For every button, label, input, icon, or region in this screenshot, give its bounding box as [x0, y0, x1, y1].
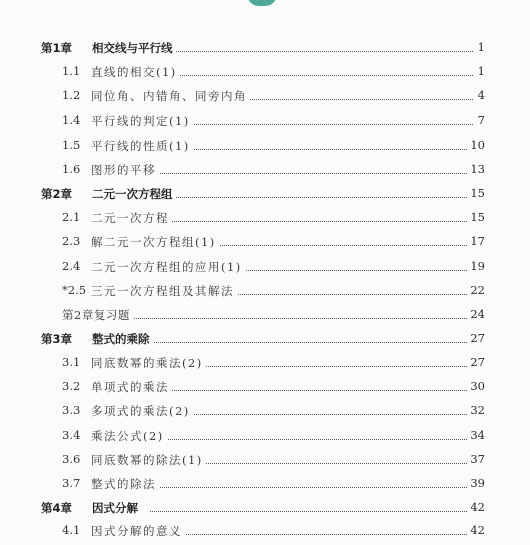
- toc-entry-number: 2.3: [62, 234, 81, 248]
- toc-entry-title: 二元一次方程组: [92, 186, 176, 202]
- toc-chapter-row: [0, 184, 530, 208]
- toc-entry-row: [0, 208, 530, 232]
- toc-entry-number: 2.4: [62, 259, 81, 273]
- toc-entry-row: [0, 521, 530, 545]
- toc-entry-number: 1.2: [62, 88, 81, 102]
- toc-page-number: 7: [475, 113, 485, 127]
- toc-entry-row: [0, 257, 530, 281]
- toc-entry-title: 第2章复习题: [62, 307, 133, 323]
- toc-entry-row: [0, 353, 530, 377]
- dot-leader: [150, 511, 473, 512]
- toc-page-number: 30: [467, 379, 485, 393]
- toc-entry-title: 图形的平移: [91, 162, 159, 178]
- toc-page-number: 17: [467, 234, 485, 248]
- toc-entry-row: [0, 232, 530, 256]
- toc-entry-number: 3.6: [62, 452, 81, 466]
- toc-entry-row: [0, 62, 530, 86]
- toc-chapter-row: [0, 498, 530, 522]
- toc-entry-row: [0, 281, 530, 305]
- toc-entry-title: 解二元一次方程组(1): [91, 234, 219, 250]
- toc-entry-number: 3.7: [62, 476, 81, 490]
- toc-entry-title: 直线的相交(1): [91, 64, 180, 80]
- toc-entry-number: 2.1: [62, 210, 81, 224]
- toc-page-number: 19: [467, 259, 485, 273]
- toc-page-number: 10: [467, 138, 485, 152]
- dot-leader: [150, 51, 473, 52]
- toc-entry-title: 整式的除法: [91, 476, 159, 492]
- toc-entry-title: 平行线的判定(1): [91, 113, 193, 129]
- toc-entry-row: [0, 377, 530, 401]
- toc-entry-number: 1.1: [62, 64, 81, 78]
- toc-entry-row: [0, 474, 530, 498]
- toc-page-number: 4: [475, 88, 485, 102]
- toc-page-number: 37: [467, 452, 485, 466]
- toc-entry-number: 第1章: [41, 41, 73, 55]
- toc-entry-number: 1.5: [62, 138, 81, 152]
- toc-entry-number: 3.3: [62, 403, 81, 417]
- toc-entry-number: 3.1: [62, 355, 81, 369]
- dot-leader: [150, 342, 473, 343]
- toc-page-number: 15: [467, 210, 485, 224]
- toc-entry-number: 第2章: [41, 187, 73, 201]
- toc-page-number: 34: [467, 428, 485, 442]
- toc-entry-title: 同位角、内错角、同旁内角: [91, 88, 250, 104]
- toc-entry-row: [0, 136, 530, 160]
- toc-entry-title: 三元一次方程组及其解法: [91, 283, 237, 299]
- dot-leader: [150, 197, 473, 198]
- toc-entry-number: 第4章: [41, 501, 73, 515]
- toc-entry-row: [0, 160, 530, 184]
- toc-page-number: 27: [467, 331, 485, 345]
- toc-entry-title: 因式分解: [92, 500, 141, 516]
- toc-entry-title: 二元一次方程: [91, 210, 172, 226]
- toc-entry-row: [0, 111, 530, 135]
- toc-entry-number: 3.4: [62, 428, 81, 442]
- toc-entry-title: 乘法公式(2): [91, 428, 167, 444]
- toc-entry-row: [0, 86, 530, 110]
- toc-entry-title: 整式的乘除: [92, 331, 153, 347]
- toc-entry-number: 第3章: [41, 332, 73, 346]
- toc-entry-number: *2.5: [62, 283, 87, 297]
- toc-entry-row: [0, 450, 530, 474]
- toc-entry-row: [0, 305, 530, 329]
- toc-page-number: 39: [467, 476, 485, 490]
- toc-page-number: 32: [467, 403, 485, 417]
- toc-entry-number: 4.1: [62, 523, 81, 537]
- toc-page-number: 42: [467, 523, 485, 537]
- toc-entry-title: 同底数幂的除法(1): [91, 452, 206, 468]
- dot-leader: [100, 318, 473, 319]
- toc-entry-title: 因式分解的意义: [91, 523, 185, 539]
- toc-page-number: 1: [475, 64, 485, 78]
- toc-entry-number: 3.2: [62, 379, 81, 393]
- toc-page-number: 27: [467, 355, 485, 369]
- toc-entry-number: 1.6: [62, 162, 81, 176]
- toc-chapter-row: [0, 38, 530, 62]
- toc-page-number: 42: [467, 500, 485, 514]
- toc-page-number: 15: [467, 186, 485, 200]
- toc-entry-title: 相交线与平行线: [92, 40, 176, 56]
- toc-entry-title: 单项式的乘法: [91, 379, 172, 395]
- toc-entry-title: 平行线的性质(1): [91, 138, 193, 154]
- toc-page-number: 24: [467, 307, 485, 321]
- toc-entry-title: 同底数幂的乘法(2): [91, 355, 206, 371]
- toc-page-number: 13: [467, 162, 485, 176]
- toc-entry-number: 1.4: [62, 113, 81, 127]
- toc-entry-row: [0, 426, 530, 450]
- toc-entry-title: 多项式的乘法(2): [91, 403, 193, 419]
- toc-entry-row: [0, 401, 530, 425]
- toc-chapter-row: [0, 329, 530, 353]
- toc-page-number: 22: [467, 283, 485, 297]
- toc-entry-title: 二元一次方程组的应用(1): [91, 259, 245, 275]
- toc-page-number: 1: [475, 40, 485, 54]
